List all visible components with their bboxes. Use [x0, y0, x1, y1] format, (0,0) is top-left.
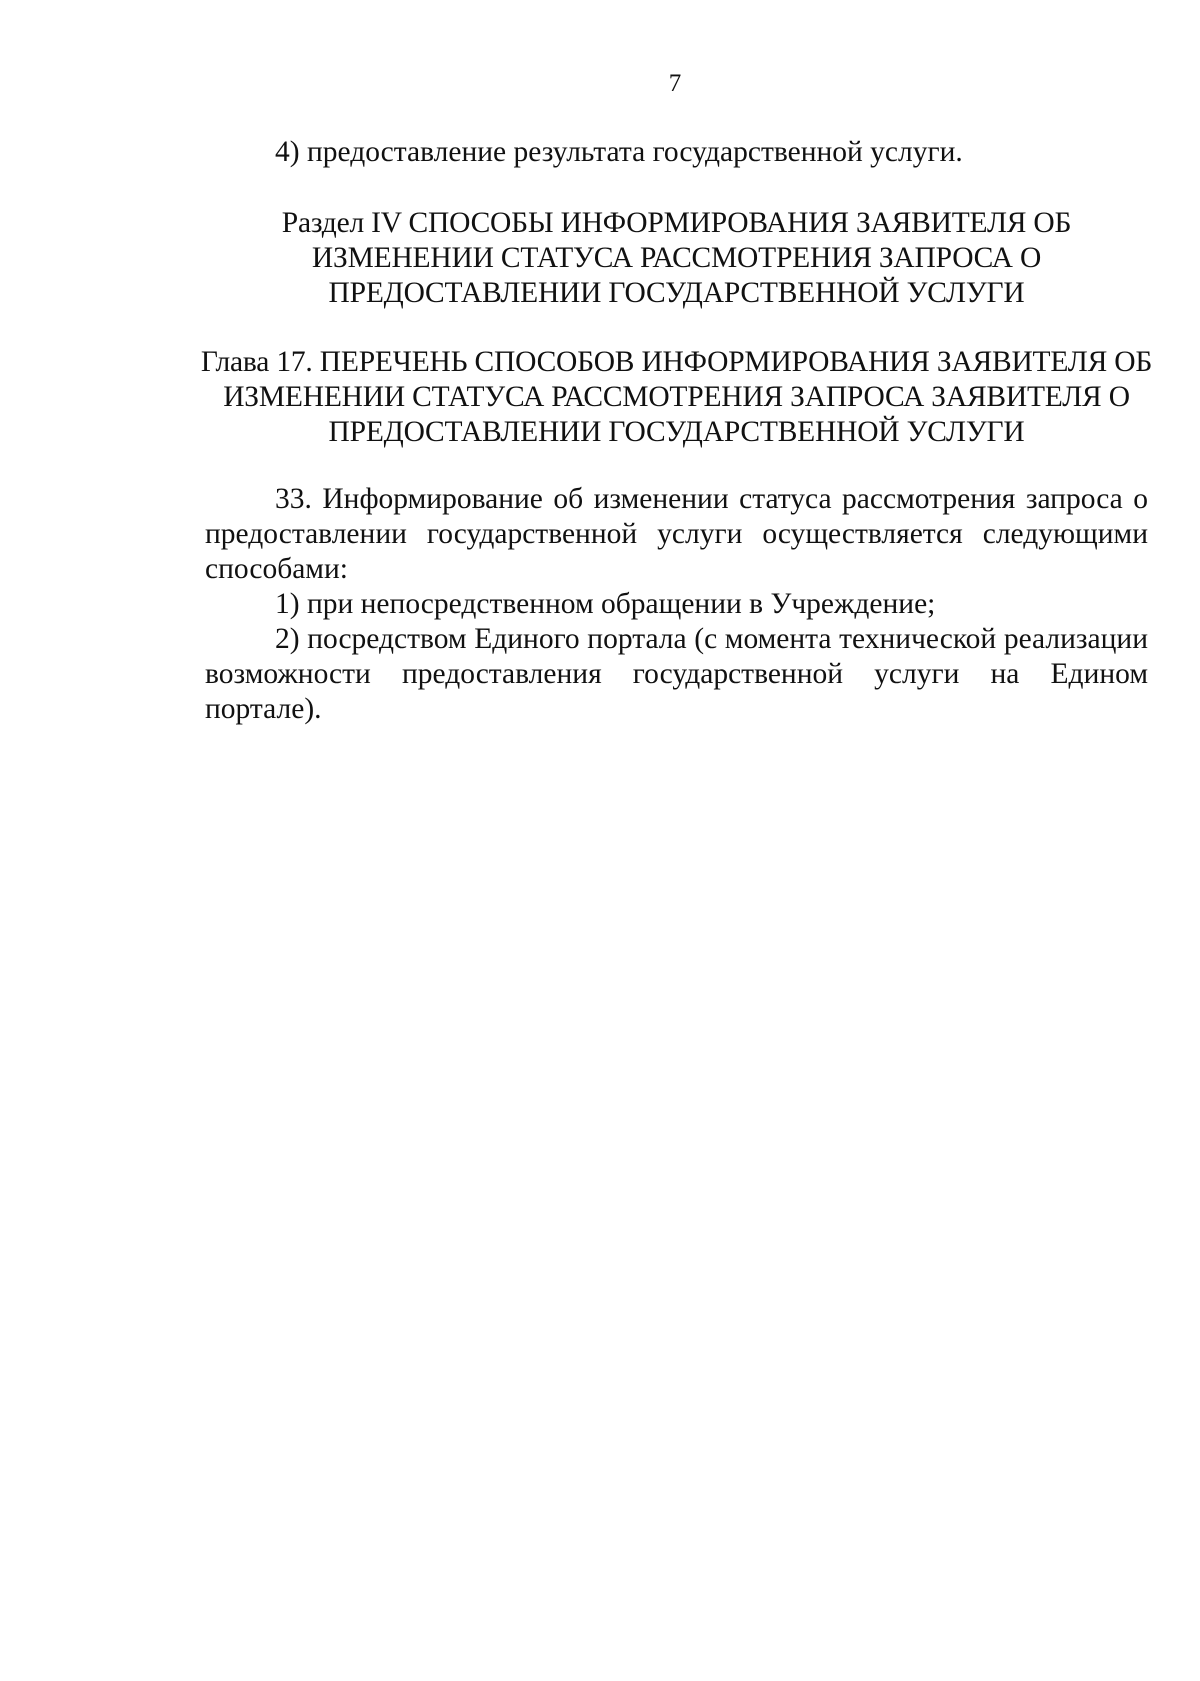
spacer	[205, 311, 1148, 345]
document-body	[200, 135, 1153, 727]
chapter-heading-line-3: ПРЕДОСТАВЛЕНИИ ГОСУДАРСТВЕННОЙ УСЛУГИ	[328, 416, 1025, 448]
spacer	[205, 450, 1148, 482]
section-heading-line-3: ПРЕДОСТАВЛЕНИИ ГОСУДАРСТВЕННОЙ УСЛУГИ	[328, 277, 1025, 309]
chapter-heading	[195, 345, 1158, 450]
chapter-heading-line-1: Глава 17. ПЕРЕЧЕНЬ СПОСОБОВ ИНФОРМИРОВАНИЯ ЗАЯВИТЕЛЯ ОБ	[200, 346, 1153, 378]
chapter-heading-line-2: ИЗМЕНЕНИИ СТАТУСА РАССМОТРЕНИЯ ЗАПРОСА ЗАЯВИТЕЛЯ О	[223, 381, 1130, 413]
section-heading-line-2: ИЗМЕНЕНИИ СТАТУСА РАССМОТРЕНИЯ ЗАПРОСА О	[311, 242, 1042, 274]
section-heading-line-1: Раздел IV СПОСОБЫ ИНФОРМИРОВАНИЯ ЗАЯВИТЕЛЯ ОБ	[281, 207, 1072, 239]
spacer	[205, 170, 1148, 206]
intro-list-item: 4) предоставление результата государственной услуги.	[275, 136, 963, 168]
list-item-1: 1) при непосредственном обращении в Учреждение;	[275, 588, 936, 620]
section-heading	[205, 206, 1148, 311]
paragraph-33: 33. Информирование об изменении статуса рассмотрения запроса о предоставлении государственной услуги осуществляется следующими способами:	[205, 483, 1148, 585]
list-item-2: 2) посредством Единого портала (с момента технической реализации возможности предоставления государственной услуги на Едином портале).	[205, 623, 1148, 725]
page-number: 7	[668, 70, 682, 97]
